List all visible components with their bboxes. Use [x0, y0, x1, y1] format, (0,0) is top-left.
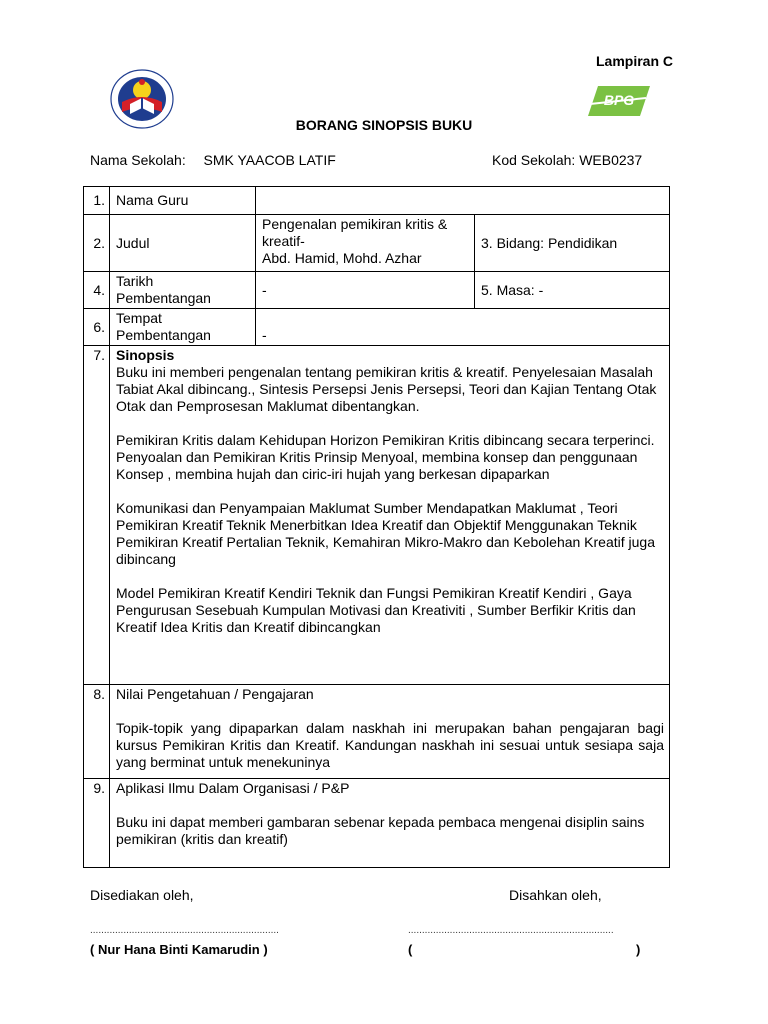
knowledge-value-field[interactable] [110, 685, 670, 779]
synopsis-paragraph: Buku ini memberi pengenalan tentang pemikiran kritis & kreatif. Penyelesaian Masalah Tabiat Akal dibincang., Sintesis Persepsi Jenis Persepsi, Teori dan Kajian Tentang Otak Otak dan Pemprosesan Maklumat dibentangkan. [116, 364, 657, 414]
row-synopsis [84, 346, 670, 685]
presentation-date-label [110, 272, 256, 309]
synopsis-paragraph: Pemikiran Kritis dalam Kehidupan Horizon Pemikiran Kritis dibincang secara terperinci. Penyoalan dan Pemikiran Kritis Prinsip Menyoal, membina konsep dan penggunaan Konsep , membina hujah dan ciric-iri hujah yang berkesan dipaparkan [116, 432, 655, 482]
approved-name-open: ( [408, 942, 413, 957]
synopsis-paragraph: Model Pemikiran Kreatif Kendiri Teknik dan Fungsi Pemikiran Kreatif Kendiri , Gaya Pengurusan Sesebuah Kumpulan Motivasi dan Kreativiti , Sumber Berfikir Kritis dan Kreatif Idea Kritis dan Kreatif dibincangkan [116, 585, 636, 635]
knowledge-value-body: Topik-topik yang dipaparkan dalam naskhah ini merupakan bahan pengajaran bagi kursus Pemikiran Kritis dan Kreatif. Kandungan naskhah ini sesuai untuk sesiapa saja yang berminat untuk menekuninya [116, 720, 664, 770]
label-line: Tempat [116, 310, 162, 326]
row-knowledge-application [84, 779, 670, 868]
row-title [84, 215, 670, 272]
school-name-label: Nama Sekolah: [90, 152, 186, 168]
row-presentation-venue [84, 309, 670, 346]
presentation-venue-field[interactable]: - [256, 309, 670, 346]
presentation-venue-label [110, 309, 256, 346]
row-knowledge-value [84, 685, 670, 779]
presentation-time-field[interactable]: 5. Masa: - [475, 272, 670, 309]
row-number: 2. [84, 215, 110, 272]
school-code-value: WEB0237 [579, 152, 643, 168]
knowledge-application-body: Buku ini dapat memberi gambaran sebenar kepada pembaca mengenai disiplin sains pemikiran (kritis dan kreatif) [116, 814, 645, 847]
teacher-name-label: Nama Guru [110, 187, 256, 215]
synopsis-heading: Sinopsis [116, 347, 175, 363]
knowledge-application-heading: Aplikasi Ilmu Dalam Organisasi / P&P [116, 780, 350, 796]
school-name-line [90, 152, 336, 168]
teacher-name-field[interactable] [256, 187, 670, 215]
school-code-line [492, 152, 642, 168]
school-name-value: SMK YAACOB LATIF [203, 152, 336, 168]
title-value-line: Abd. Hamid, Mohd. Azhar [262, 250, 422, 266]
row-number: 6. [84, 309, 110, 346]
row-number: 9. [84, 779, 110, 868]
synopsis-paragraph: Komunikasi dan Penyampaian Maklumat Sumber Mendapatkan Maklumat , Teori Pemikiran Kreatif Teknik Menerbitkan Idea Kreatif dan Objektif Menggunakan Teknik Pemikiran Kreatif Pertalian Teknik, Kemahiran Mikro-Makro dan Kebolehan Kreatif juga dibincang [116, 500, 656, 567]
row-presentation-date [84, 272, 670, 309]
label-line: Pembentangan [116, 327, 211, 343]
label-line: Tarikh [116, 273, 154, 289]
approved-signature-line[interactable]: .......................................................................... [408, 925, 614, 936]
synopsis-field[interactable] [110, 346, 670, 685]
row-number: 4. [84, 272, 110, 309]
approved-by-label: Disahkan oleh, [509, 887, 602, 903]
title-value-line: Pengenalan pemikiran kritis & [262, 216, 448, 232]
prepared-by-label: Disediakan oleh, [90, 887, 194, 903]
knowledge-application-field[interactable] [110, 779, 670, 868]
prepared-by-name: ( Nur Hana Binti Kamarudin ) [90, 942, 268, 957]
approved-name-close: ) [636, 942, 641, 957]
row-number: 8. [84, 685, 110, 779]
field-of-study[interactable]: 3. Bidang: Pendidikan [475, 215, 670, 272]
prepared-signature-line[interactable]: .................................................................... [90, 925, 279, 936]
synopsis-form-table [83, 186, 670, 868]
title-value-line: kreatif- [262, 233, 305, 249]
presentation-date-field[interactable]: - [256, 272, 475, 309]
label-line: Pembentangan [116, 290, 211, 306]
title-field[interactable] [256, 215, 475, 272]
knowledge-value-heading: Nilai Pengetahuan / Pengajaran [116, 686, 314, 702]
bpg-logo [586, 84, 652, 118]
school-code-label: Kod Sekolah: [492, 152, 576, 168]
title-label: Judul [110, 215, 256, 272]
row-number: 7. [84, 346, 110, 685]
row-teacher-name [84, 187, 670, 215]
appendix-label: Lampiran C [596, 53, 674, 69]
bpg-logo-text: BPG [603, 92, 635, 108]
row-number: 1. [84, 187, 110, 215]
form-title: BORANG SINOPSIS BUKU [295, 117, 473, 133]
